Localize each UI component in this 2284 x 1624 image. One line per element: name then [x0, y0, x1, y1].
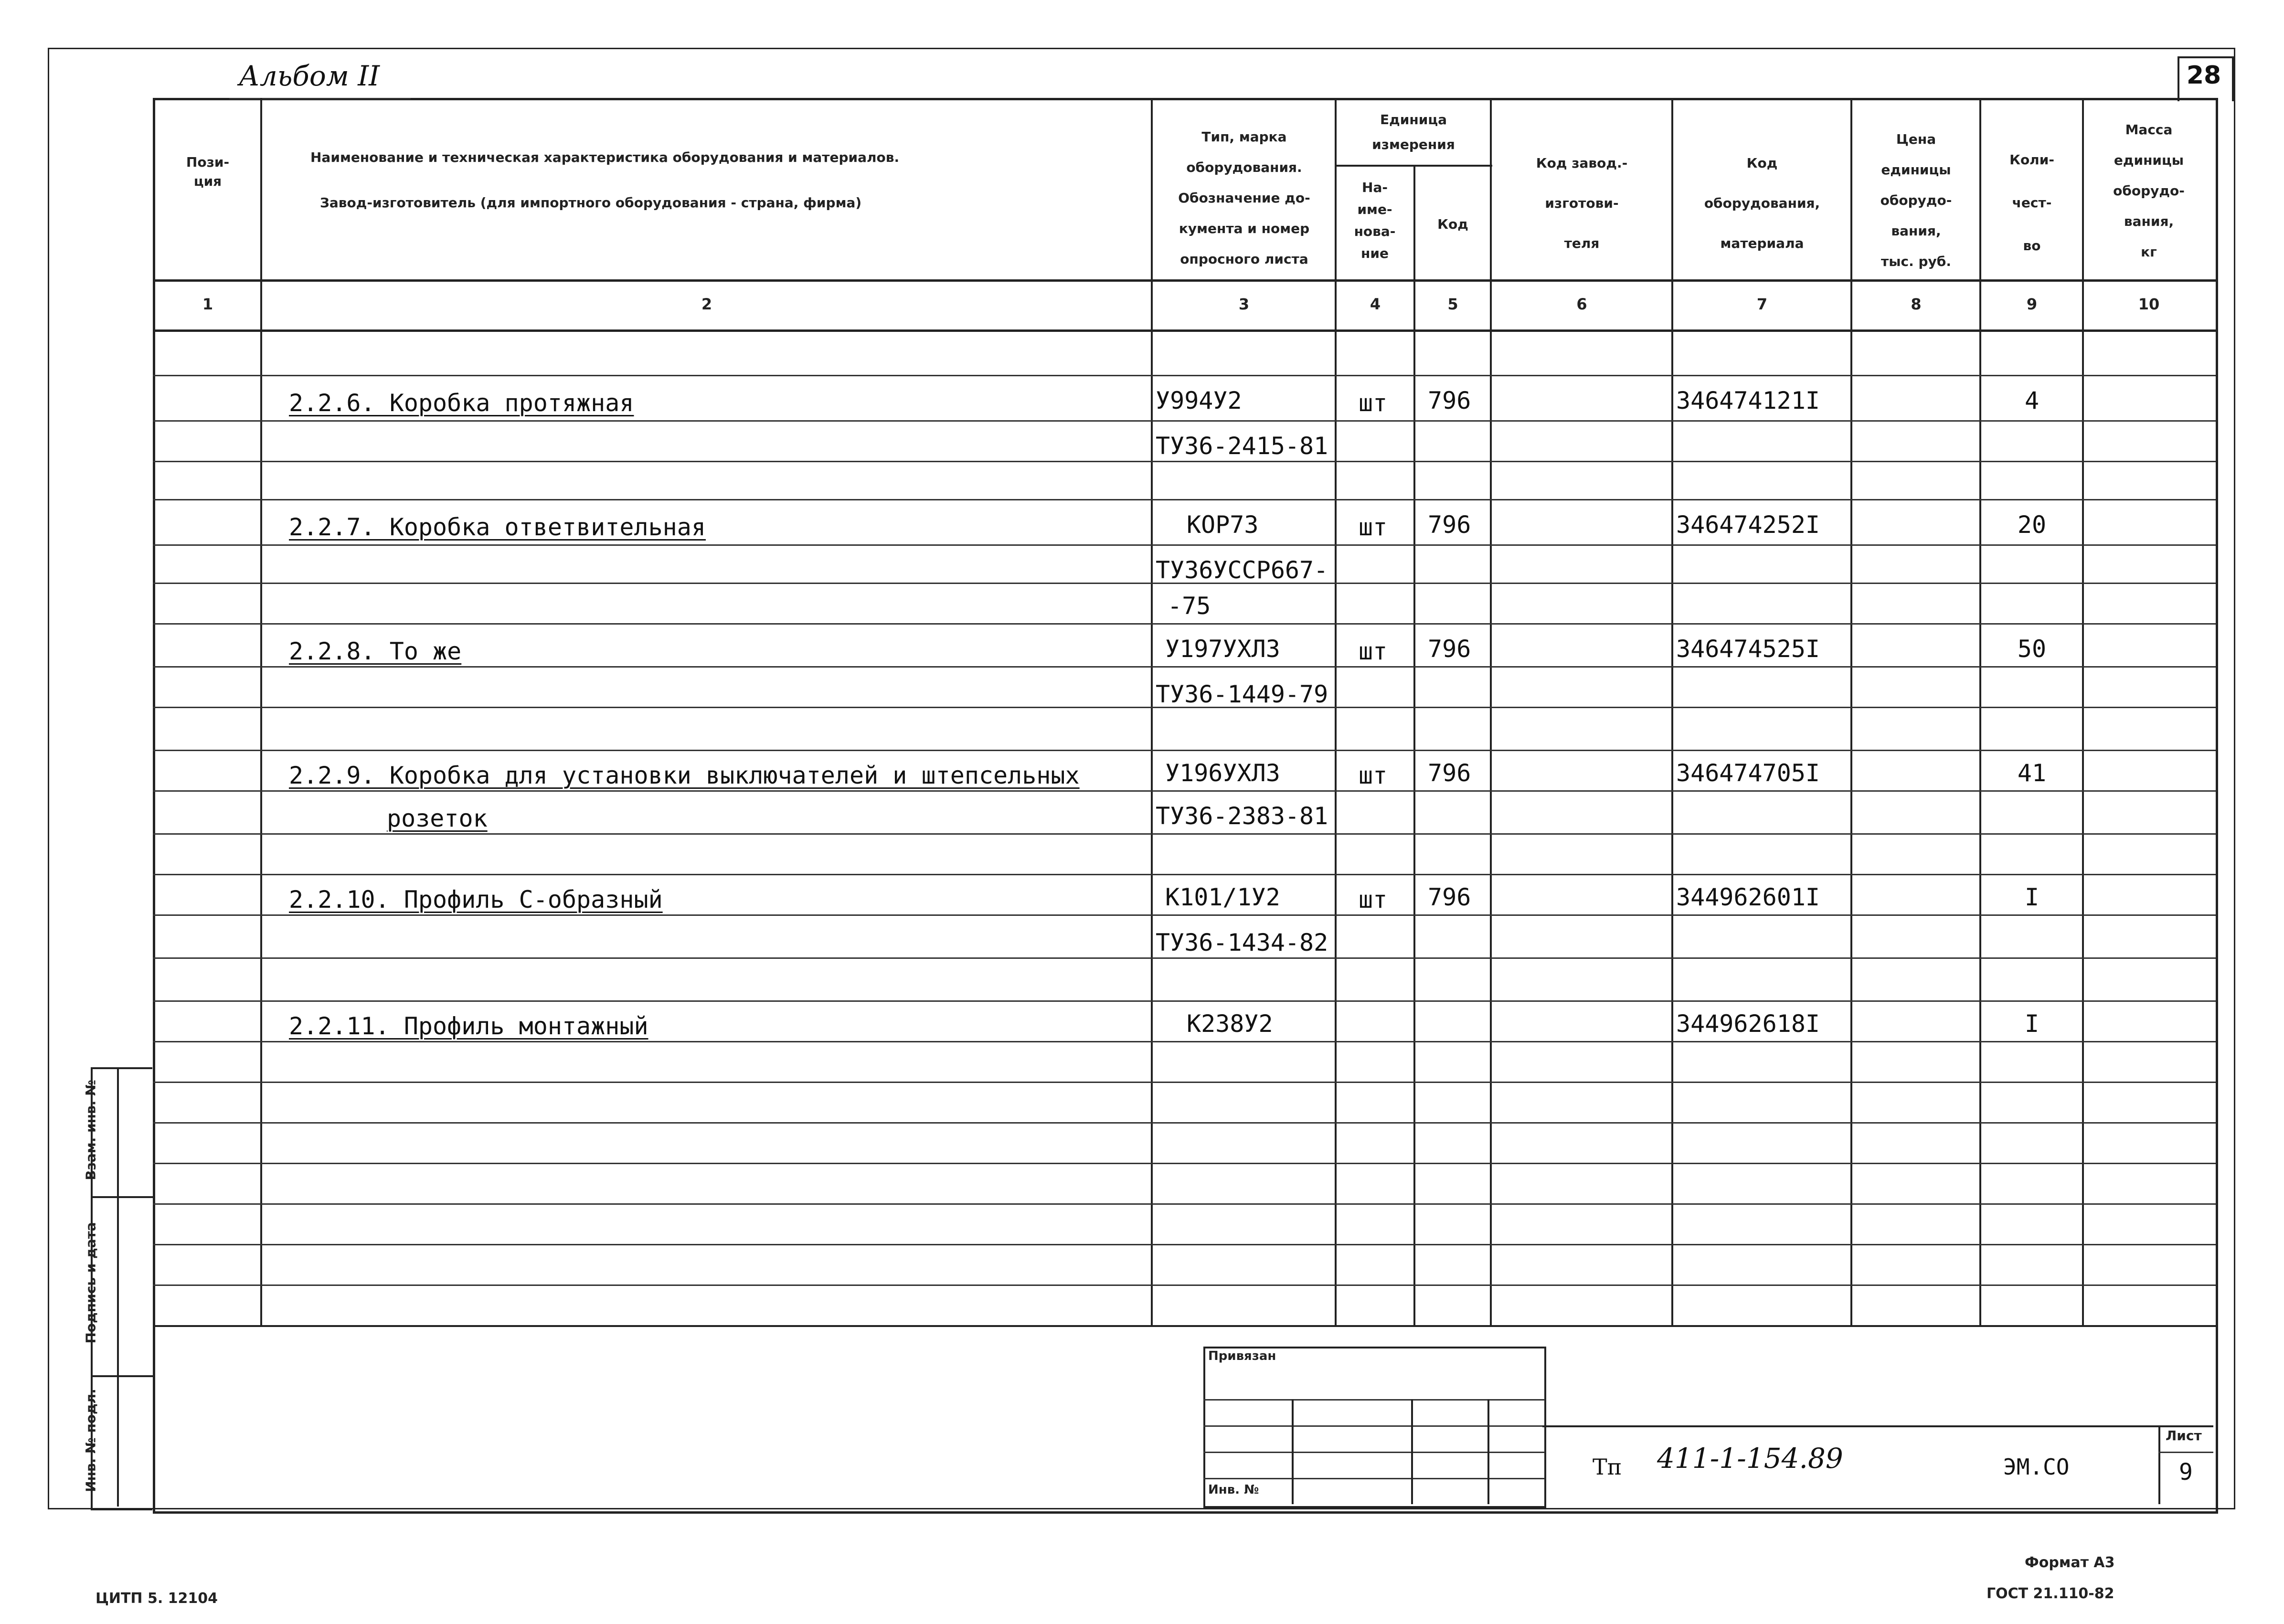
row-unit-code: 796	[1428, 387, 1471, 414]
row-unit: шт	[1359, 513, 1388, 541]
header-unit-group: Единица измерения	[1372, 112, 1455, 152]
col-line	[1335, 98, 1337, 1325]
header-manufacturer: Завод-изготовитель (для импортного оборудования - страна, фирма)	[320, 195, 862, 211]
row-name: 2.2.8. То же	[289, 637, 462, 665]
row-line	[153, 1163, 2216, 1164]
row-name-cont: розеток	[387, 805, 488, 832]
side-label-vzam: Взам. инв. №	[83, 1080, 99, 1180]
privyazan-col	[1487, 1399, 1489, 1504]
side-label-inv: Инв. № подл.	[83, 1389, 99, 1492]
row-name: 2.2.7. Коробка ответвительная	[289, 513, 706, 541]
title-block-top	[1542, 1425, 2213, 1427]
header-name: Наименование и техническая характеристика оборудования и материалов.	[310, 149, 900, 165]
privyazan-line	[1203, 1399, 1545, 1401]
header-position: Пози- ция	[186, 154, 230, 189]
row-line	[153, 790, 2216, 792]
row-line	[153, 1203, 2216, 1205]
sheet-label: Лист	[2166, 1428, 2202, 1444]
row-type: К101/1У2	[1165, 883, 1280, 911]
row-line	[153, 544, 2216, 546]
privyazan-line	[1203, 1452, 1545, 1453]
privyazan-line	[1203, 1478, 1545, 1479]
row-type: КОР73	[1187, 511, 1259, 539]
row-qty: 50	[2017, 635, 2047, 663]
colnum-6: 6	[1576, 295, 1587, 313]
row-code: 346474705I	[1676, 759, 1820, 787]
table-bottom-line	[153, 1325, 2216, 1327]
album-label: Альбом II	[239, 60, 380, 92]
row-type: У994У2	[1156, 387, 1242, 414]
row-unit-code: 796	[1428, 635, 1471, 663]
gost-label: ГОСТ 21.110-82	[1987, 1585, 2114, 1602]
colnum-7: 7	[1756, 295, 1768, 313]
row-line	[153, 1284, 2216, 1286]
colnum-10: 10	[2138, 295, 2160, 313]
row-code: 346474525I	[1676, 635, 1820, 663]
row-doc-cont: -75	[1168, 592, 1211, 620]
row-code: 346474121I	[1676, 387, 1820, 414]
colnum-5: 5	[1447, 295, 1458, 313]
row-unit-code: 796	[1428, 883, 1471, 911]
sheet-number: 9	[2179, 1459, 2193, 1486]
side-label-podpis: Подпись и дата	[83, 1222, 99, 1344]
doc-code: 411-1-154.89	[1657, 1442, 1843, 1475]
col-line	[1413, 165, 1415, 1325]
row-line	[153, 914, 2216, 916]
doc-prefix: Тп	[1593, 1454, 1622, 1480]
row-line	[153, 420, 2216, 422]
colnum-1: 1	[202, 295, 213, 313]
row-type: У196УХЛ3	[1165, 759, 1280, 787]
row-qty: I	[2024, 1010, 2040, 1038]
row-doc: ТУ36-1449-79	[1156, 680, 1328, 708]
row-line	[153, 1041, 2216, 1042]
row-line	[153, 1000, 2216, 1002]
row-type: У197УХЛ3	[1165, 635, 1280, 663]
col-line	[1979, 98, 1981, 1325]
row-line	[153, 1244, 2216, 1245]
row-qty: I	[2024, 883, 2040, 911]
row-line	[153, 375, 2216, 376]
col-line	[1850, 98, 1852, 1325]
row-line	[153, 623, 2216, 625]
col-line	[260, 98, 262, 1325]
row-line	[153, 1122, 2216, 1124]
row-unit-code: 796	[1428, 511, 1471, 539]
row-qty: 20	[2017, 511, 2047, 539]
side-stamp	[91, 1067, 152, 1510]
row-type: К238У2	[1187, 1010, 1273, 1038]
col-line	[1151, 98, 1153, 1325]
row-unit: шт	[1359, 886, 1388, 913]
header-unit-code: Код	[1437, 216, 1468, 232]
row-line	[153, 666, 2216, 668]
row-doc: ТУ36-2415-81	[1156, 432, 1328, 460]
header-qty: Коли- чест- во	[2009, 152, 2054, 254]
row-name: 2.2.11. Профиль монтажный	[289, 1012, 648, 1040]
colnum-9: 9	[2026, 295, 2038, 313]
header-mass: Масса единицы оборудо- вания, кг	[2113, 122, 2185, 260]
header-bottom-line	[153, 279, 2216, 282]
row-line	[153, 750, 2216, 751]
header-mfr-code: Код завод.- изготови- теля	[1536, 155, 1628, 251]
header-equip-code: Код оборудования, материала	[1704, 155, 1820, 251]
album-underline	[229, 98, 411, 99]
row-doc: ТУ36УССР667-	[1156, 556, 1328, 584]
col-line	[1671, 98, 1673, 1325]
page-number: 28	[2186, 61, 2221, 90]
row-line	[153, 1082, 2216, 1083]
row-unit: шт	[1359, 637, 1388, 665]
row-code: 344962601I	[1676, 883, 1820, 911]
format-label: Формат А3	[2025, 1554, 2115, 1571]
row-line	[153, 499, 2216, 500]
row-doc: ТУ36-2383-81	[1156, 802, 1328, 830]
row-doc: ТУ36-1434-82	[1156, 929, 1328, 956]
row-line	[153, 461, 2216, 462]
row-code: 346474252I	[1676, 511, 1820, 539]
row-qty: 4	[2024, 387, 2040, 414]
privyazan-line	[1203, 1425, 1545, 1427]
side-stamp-divider	[117, 1067, 119, 1507]
row-line	[153, 874, 2216, 875]
colnum-2: 2	[701, 295, 712, 313]
row-unit: шт	[1359, 389, 1388, 417]
row-unit-code: 796	[1428, 759, 1471, 787]
row-name: 2.2.6. Коробка протяжная	[289, 389, 634, 417]
colnum-8: 8	[1911, 295, 1922, 313]
header-price: Цена единицы оборудо- вания, тыс. руб.	[1880, 131, 1952, 269]
privyazan-label: Привязан	[1208, 1349, 1276, 1363]
col-line	[2082, 98, 2084, 1325]
row-qty: 41	[2017, 759, 2047, 787]
colnum-4: 4	[1370, 295, 1381, 313]
row-line	[153, 957, 2216, 959]
colnum-bottom-line	[153, 329, 2216, 332]
row-unit: шт	[1359, 762, 1388, 789]
colnum-3: 3	[1238, 295, 1250, 313]
org-label: ЦИТП 5. 12104	[96, 1590, 218, 1607]
header-type: Тип, марка оборудования. Обозначение до- кумента и номер опросного листа	[1178, 129, 1310, 267]
sheet-box-line	[2158, 1452, 2213, 1453]
doc-mark: ЭМ.СО	[2003, 1454, 2070, 1480]
col-line	[1490, 98, 1492, 1325]
row-name: 2.2.10. Профиль С-образный	[289, 886, 663, 913]
inv-no-label: Инв. №	[1208, 1483, 1259, 1497]
side-stamp-line	[91, 1196, 153, 1198]
privyazan-col	[1292, 1399, 1294, 1504]
row-code: 344962618I	[1676, 1010, 1820, 1038]
privyazan-col	[1411, 1399, 1413, 1504]
row-name: 2.2.9. Коробка для установки выключателей и штепсельных	[289, 762, 1080, 789]
row-line	[153, 833, 2216, 835]
side-stamp-line	[91, 1375, 153, 1377]
header-unit-name: На- име- нова- ние	[1354, 180, 1396, 261]
header-sub-line	[1335, 165, 1492, 167]
